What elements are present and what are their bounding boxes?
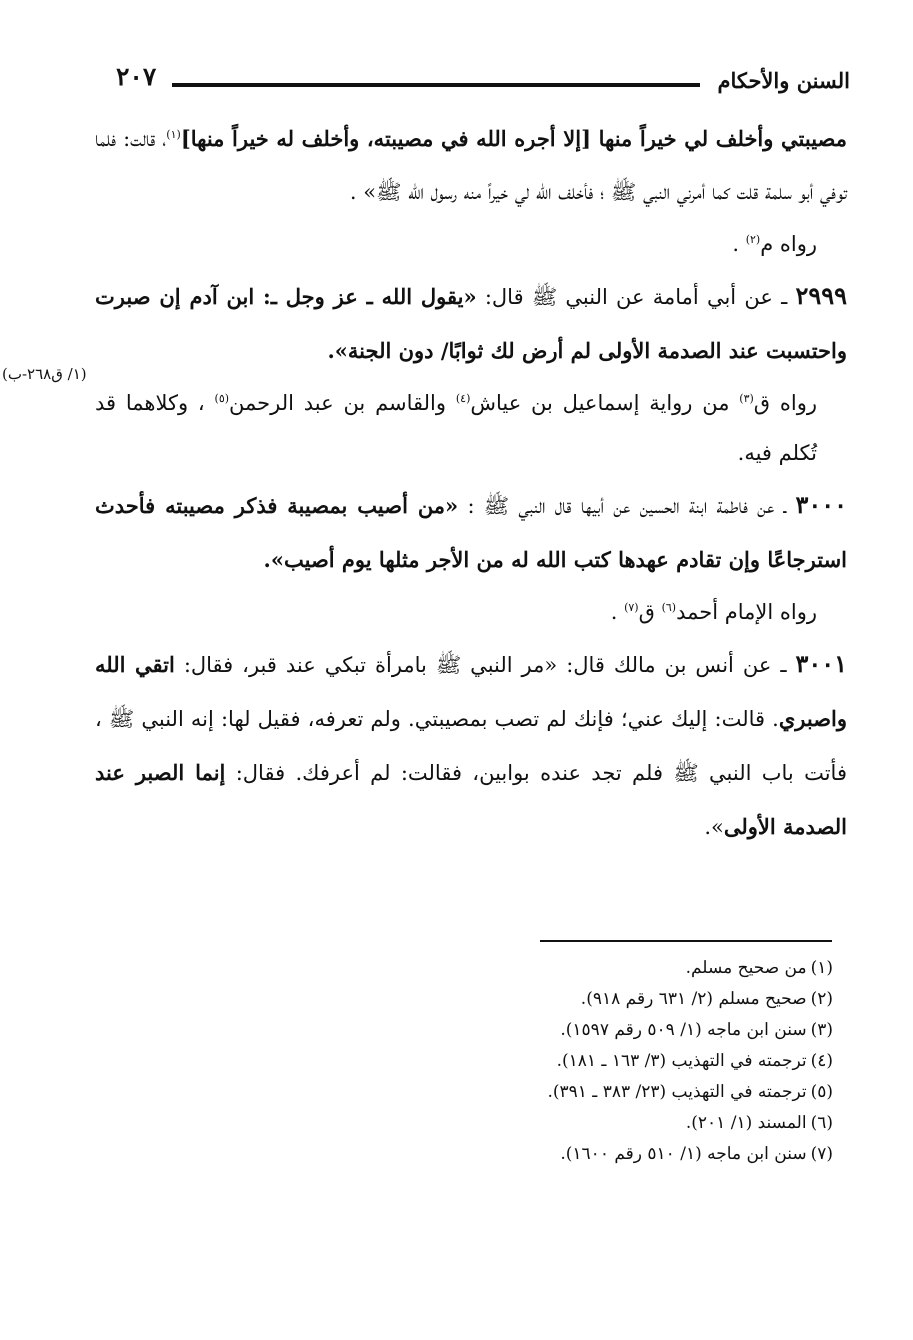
footnote-index: (١) (810, 958, 833, 978)
footnote-index: (٤) (810, 1051, 833, 1071)
hadith-text: . قالت: إليك عني؛ فإنك لم تصب بمصيبتي. ولم تعرفه، فقيل لها: إنه النبي ﷺ ، فأتت باب النبي ﷺ فلم تجد عنده بوابين، فقالت: لم أعرفك. فقال: (95, 707, 847, 785)
source-text: رواه ق (753, 391, 817, 415)
footnote-separator (540, 940, 832, 942)
hadith-text: ». (704, 815, 724, 839)
footnote-ref[interactable]: (٧) (624, 601, 639, 614)
footnotes (333, 953, 833, 1170)
hadith-2999 (95, 269, 847, 378)
footnote-text: سنن ابن ماجه (١/ ٥١٠ رقم ١٦٠٠). (560, 1144, 807, 1164)
source-text: ق (638, 600, 662, 624)
source-tail: . (732, 232, 746, 256)
footnote-index: (٥) (810, 1082, 833, 1102)
footnote-index: (٢) (810, 989, 833, 1009)
footnote-text: من صحيح مسلم. (685, 958, 807, 978)
hadith-source (95, 219, 847, 269)
hadith-intro: ـ عن أبي أمامة عن النبي ﷺ قال: (476, 285, 796, 309)
running-title: السنن والأحكام (717, 68, 850, 93)
footnote-ref[interactable]: (٤) (455, 392, 471, 405)
hadith-quote-bold: مصيبتي وأخلف لي خيراً منها [إلا أجره الله في مصيبته، وأخلف له خيراً منها] (180, 126, 847, 151)
footnote-ref[interactable]: (١) (166, 128, 181, 141)
hadith-quote-bold: اتقي الله واصبري (95, 652, 847, 731)
hadith-number: ٢٩٩٩ (795, 281, 848, 310)
footnote-index: (٣) (810, 1020, 833, 1040)
footnote-item (333, 1046, 833, 1077)
footnote-item (333, 953, 833, 984)
source-text: من رواية إسماعيل بن عياش (470, 391, 740, 415)
page-header (110, 62, 850, 102)
source-text: ، وكلاهما قد تُكلم فيه. (95, 391, 817, 465)
header-rule (172, 83, 700, 87)
page-number: ٢٠٧ (116, 62, 157, 91)
footnote-item (333, 1139, 833, 1170)
main-text (95, 112, 847, 854)
footnote-text: صحيح مسلم (٢/ ٦٣١ رقم ٩١٨). (580, 989, 807, 1009)
hadith-text: ، قالت: فلما توفي أبو سلمة قلت كما أمرني النبي ﷺ ؛ فأخلف الله لي خيراً منه رسول الله ﷺ» . (95, 127, 847, 204)
footnote-text: المسند (١/ ٢٠١). (685, 1113, 807, 1133)
hadith-continuation (95, 112, 847, 219)
hadith-number: ٣٠٠٠ (795, 490, 847, 519)
footnote-index: (٦) (810, 1113, 833, 1133)
hadith-quote-bold: «يقول الله ـ عز وجل ـ: ابن آدم إن صبرت واحتسبت عند الصدمة الأولى لم أرض لك ثوابًا/ دون الجنة». (95, 284, 847, 363)
hadith-3001 (95, 637, 847, 854)
footnote-index: (٧) (810, 1144, 833, 1164)
hadith-source (95, 378, 847, 478)
footnote-ref[interactable]: (٢) (745, 233, 761, 246)
source-text: والقاسم بن عبد الرحمن (229, 391, 456, 415)
hadith-source (95, 587, 847, 637)
source-text: رواه م (760, 232, 817, 256)
footnote-ref[interactable]: (٥) (214, 392, 230, 405)
source-text: رواه الإمام أحمد (676, 600, 817, 624)
hadith-number: ٣٠٠١ (795, 649, 848, 678)
manuscript-margin-note: (١/ ق٢٦٨-ب) (2, 365, 87, 383)
footnote-item (333, 1108, 833, 1139)
footnote-item (333, 1077, 833, 1108)
footnote-item (333, 1015, 833, 1046)
hadith-intro: ـ عن أنس بن مالك قال: «مر النبي ﷺ بامرأة تبكي عند قبر، فقال: (174, 653, 796, 677)
source-text: . (610, 600, 625, 624)
hadith-intro: ـ عن فاطمة ابنة الحسين عن أبيها قال النبي ﷺ : (458, 494, 796, 518)
footnote-text: ترجمته في التهذيب (٢٣/ ٣٨٣ ـ ٣٩١). (547, 1082, 807, 1102)
footnote-ref[interactable]: (٣) (739, 392, 754, 405)
footnote-item (333, 984, 833, 1015)
hadith-3000 (95, 478, 847, 587)
footnote-text: ترجمته في التهذيب (٣/ ١٦٣ ـ ١٨١). (556, 1051, 807, 1071)
hadith-quote-bold: إنما الصبر عند الصدمة الأولى (95, 760, 847, 839)
footnote-ref[interactable]: (٦) (661, 601, 677, 614)
footnote-text: سنن ابن ماجه (١/ ٥٠٩ رقم ١٥٩٧). (560, 1020, 807, 1040)
hadith-quote-bold: «من أصيب بمصيبة فذكر مصيبته فأحدث استرجاعًا وإن تقادم عهدها كتب الله له من الأجر مثلها يوم أصيب». (95, 493, 847, 572)
